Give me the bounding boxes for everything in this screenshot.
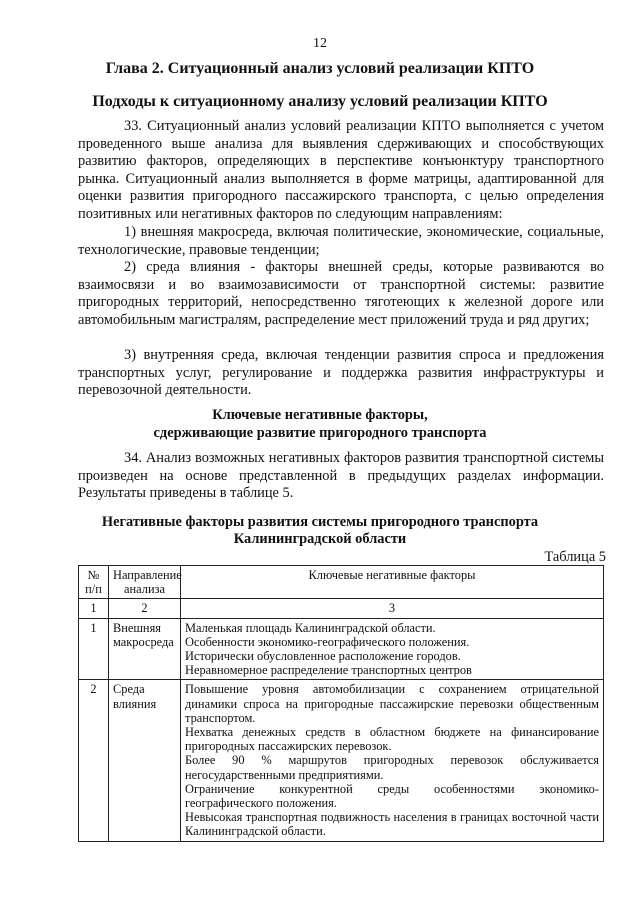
factor-item: Маленькая площадь Калининградской области.	[185, 620, 436, 635]
paragraph-33: 33. Ситуационный анализ условий реализации КПТО выполняется с учетом проведенного выше анализа для выявления сдерживающих и способствующих развитию факторов, определяющих в перспективе конъюнктуру транспортного рынка. Ситуационный анализ выполняется в форме матрицы, адаптированной для оценки развития пригородного пассажирского транспорта, с целью определения позитивных или негативных факторов по следующим направлениям:	[78, 118, 604, 222]
row-factors	[181, 680, 604, 841]
section-title: Подходы к ситуационному анализу условий реализации КПТО	[92, 93, 548, 110]
table-index-row	[79, 599, 604, 618]
row-factors	[181, 618, 604, 680]
factors-table	[78, 565, 604, 842]
row-num: 2	[79, 680, 109, 841]
factor-item: Невысокая транспортная подвижность населения в границах восточной части Калининградской области.	[185, 810, 599, 839]
table-header-row	[79, 566, 604, 599]
header-direction: Направление анализа	[109, 566, 181, 599]
paragraph-34: 34. Анализ возможных негативных факторов развития транспортной системы произведен на основе представленной в предыдущих разделах информации. Результаты приведены в таблице 5.	[78, 450, 604, 502]
key-factors-heading-line2: сдерживающие развитие пригородного транспорта	[153, 425, 487, 441]
factor-item: Ограничение конкурентной среды особенностями экономико-географического положения.	[185, 781, 599, 811]
table-title-line1: Негативные факторы развития системы пригородного транспорта	[101, 514, 539, 530]
index-cell: 2	[109, 599, 181, 618]
list-item-2: 2) среда влияния - факторы внешней среды, которые развиваются во взаимосвязи и во взаимозависимости от транспортной системы: развитие пригородных территорий, непосредственно тяготеющих к железной дороге или автомобильным магистралям, распределение мест приложений труда и ряд других;	[78, 259, 604, 328]
list-item-1: 1) внешняя макросреда, включая политические, экономические, социальные, технологические, правовые тенденции;	[78, 224, 604, 258]
key-factors-heading-line1: Ключевые негативные факторы,	[212, 407, 428, 423]
list-item-3: 3) внутренняя среда, включая тенденции развития спроса и предложения транспортных услуг, регулирование и поддержка развития инфраструктуры и перевозочной деятельности.	[78, 347, 604, 399]
factor-item: Повышение уровня автомобилизации с сохранением отрицательной динамики спроса на пригородные пассажирские перевозки общественным транспортом.	[185, 682, 599, 725]
factor-item: Исторически обусловленное расположение городов.	[185, 649, 461, 664]
table-label: Таблица 5	[544, 549, 606, 565]
index-cell: 1	[79, 599, 109, 618]
table-title-line2: Калининградской области	[233, 531, 407, 547]
row-num: 1	[79, 618, 109, 680]
factor-item: Более 90 % маршрутов пригородных перевозок обслуживается негосударственными предприятиями.	[185, 753, 599, 782]
chapter-title: Глава 2. Ситуационный анализ условий реализации КПТО	[105, 60, 535, 77]
table-row	[79, 680, 604, 841]
index-cell: 3	[181, 599, 604, 618]
header-num: № п/п	[79, 566, 109, 599]
table-row	[79, 618, 604, 680]
factor-item: Нехватка денежных средств в областном бюджете на финансирование пригородных пассажирских перевозок.	[185, 725, 599, 754]
factor-item: Неравномерное распределение транспортных центров	[185, 663, 472, 678]
page-number: 12	[313, 36, 327, 51]
factor-item: Особенности экономико-географического положения.	[185, 634, 470, 649]
header-factors: Ключевые негативные факторы	[181, 566, 604, 599]
row-direction: Среда влияния	[109, 680, 181, 841]
row-direction: Внешняя макросреда	[109, 618, 181, 680]
